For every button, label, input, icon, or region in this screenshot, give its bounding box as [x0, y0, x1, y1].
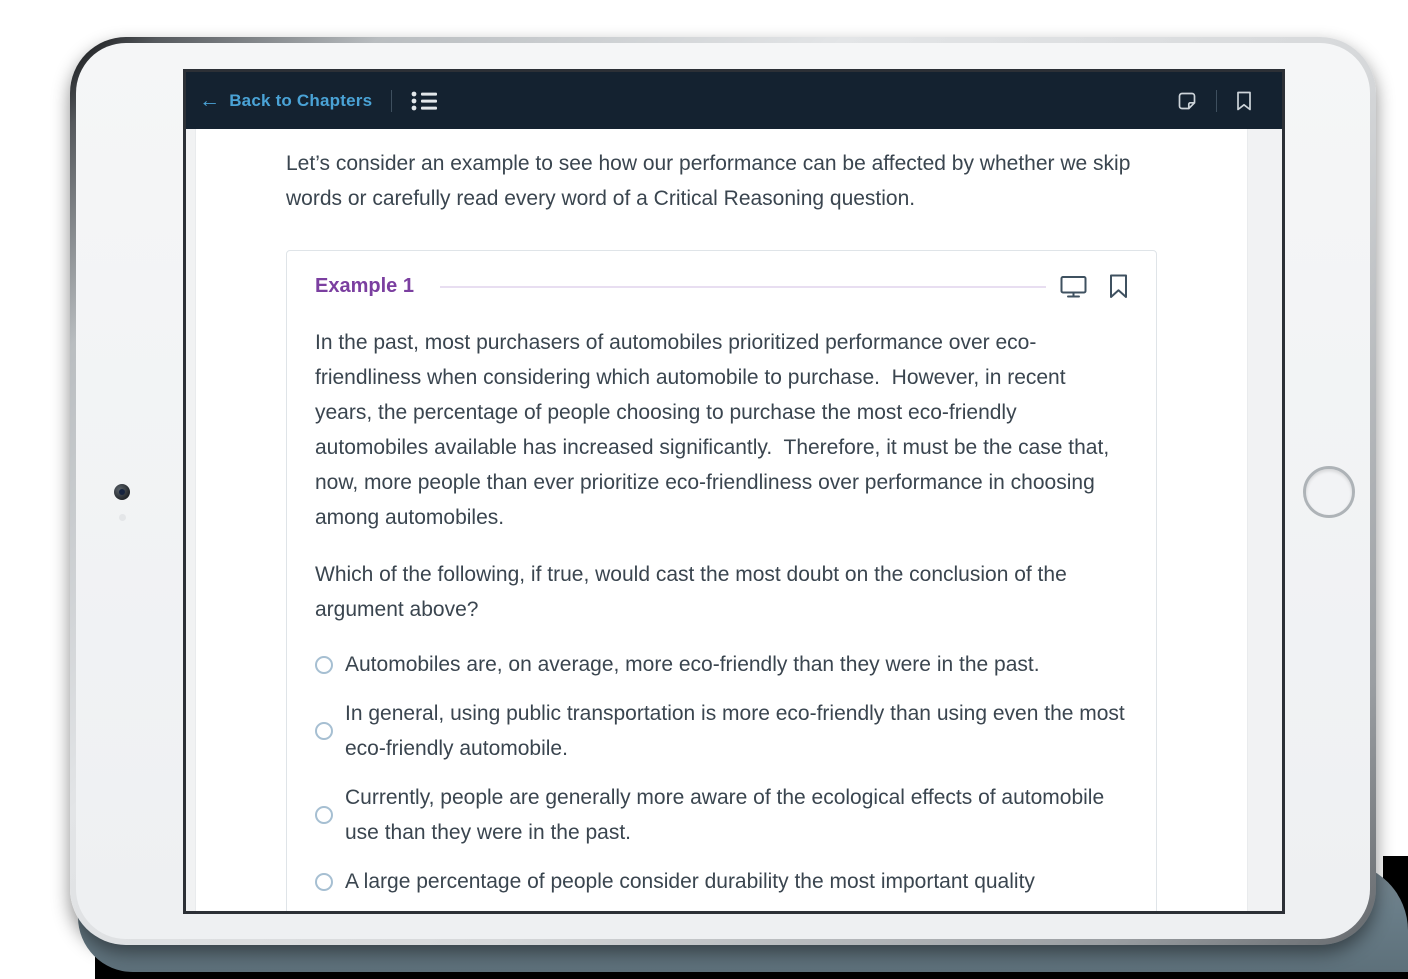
back-arrow-icon: ←: [199, 89, 221, 112]
topbar-divider: [391, 90, 392, 112]
question-stem: Which of the following, if true, would cast the most doubt on the conclusion of the argument above?: [315, 563, 1067, 621]
front-camera-icon: [114, 484, 130, 500]
example-bookmark-icon[interactable]: [1109, 274, 1128, 299]
answer-option-text: Currently, people are generally more aware of the ecological effects of automobile use than they were in the past.: [345, 786, 1105, 844]
camera-lens: [119, 489, 125, 495]
radio-button[interactable]: [315, 722, 333, 740]
answer-option-1[interactable]: [315, 647, 1128, 682]
bookmark-icon[interactable]: [1236, 91, 1252, 111]
notes-icon[interactable]: [1177, 91, 1197, 111]
answer-option-4[interactable]: [315, 864, 1128, 899]
answer-option-text: A large percentage of people consider durability the most important quality: [345, 870, 1035, 893]
tablet-frame: [70, 37, 1376, 945]
answer-option-text: In general, using public transportation is more eco-friendly than using even the most eco-friendly automobile.: [345, 702, 1125, 760]
ambient-sensor-dot: [119, 514, 126, 521]
radio-button[interactable]: [315, 873, 333, 891]
answer-option-text: Automobiles are, on average, more eco-friendly than they were in the past.: [345, 653, 1040, 676]
lesson-content-area: [186, 129, 1282, 911]
radio-button[interactable]: [315, 806, 333, 824]
example-card: [286, 250, 1157, 914]
answer-options-list: [315, 647, 1128, 899]
home-button: [1303, 466, 1355, 518]
topbar-left-group: [199, 90, 438, 112]
tablet-bezel: [76, 43, 1370, 939]
back-to-chapters-link[interactable]: [199, 90, 372, 111]
table-of-contents-icon[interactable]: [411, 90, 438, 112]
intro-paragraph: Let’s consider an example to see how our performance can be affected by whether we skip words or carefully read every word of a Critical Reasoning question.: [286, 152, 1131, 210]
example-card-header: [315, 274, 1128, 299]
topbar-divider-2: [1216, 90, 1217, 112]
monitor-icon[interactable]: [1060, 275, 1087, 299]
answer-option-2[interactable]: [315, 696, 1128, 766]
back-link-label: Back to Chapters: [229, 90, 373, 110]
header-divider-line: [440, 286, 1046, 288]
radio-button[interactable]: [315, 656, 333, 674]
example-passage: In the past, most purchasers of automobiles prioritized performance over eco-friendliness when considering which automobile to purchase. However, in recent years, the percentage of people choosing to purchase the most eco-friendly automobiles available has increased significantly. Therefore, it must be the case that, now, more people than ever prioritize eco-friendliness over performance in choosing among automobiles.: [315, 331, 1115, 529]
tablet-screen: [183, 69, 1285, 914]
answer-option-3[interactable]: [315, 780, 1128, 850]
topbar-right-group: [1177, 90, 1252, 112]
lesson-page: [195, 129, 1248, 914]
app-topbar: [186, 72, 1282, 129]
example-title: Example 1: [315, 275, 414, 297]
